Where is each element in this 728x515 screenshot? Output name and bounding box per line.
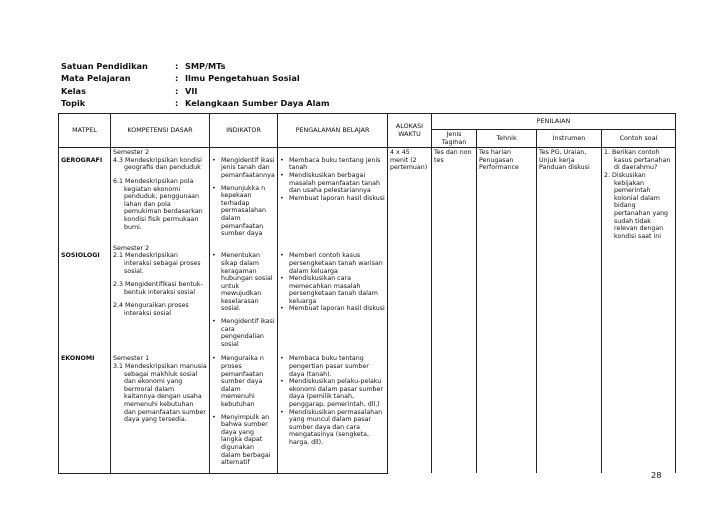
header-colon: :	[175, 85, 179, 96]
header-colon: :	[175, 97, 179, 108]
pengalaman-item: • Memberi contoh kasus persengketaan tanah warisan dalam keluarga	[280, 252, 385, 275]
indikator-item: • Menguraika n proses pemanfaatan sumber daya dalam memenuhi kebutuhan	[212, 355, 275, 408]
cell-contoh	[602, 148, 676, 474]
pengalaman-item: • Membaca buku tentang pengertian pasar sumber daya (tanah).	[280, 355, 385, 378]
cell-mapel	[59, 354, 111, 473]
semester-label: Semester 1	[113, 355, 150, 363]
cell-pengalaman	[278, 148, 388, 244]
indikator-item: • Menentukan sikap dalam keragaman hubungan sosial untuk mewujudkan keselarasan sosial.	[212, 252, 275, 313]
col-header-contoh: Contoh soal	[602, 130, 676, 148]
contoh-num: 1.	[604, 149, 611, 157]
semester-label: Semester 2	[113, 244, 150, 252]
indikator-item: • Menunjukka n kepekaan terhadap permasalahan dalam pemanfaatan sumber daya	[212, 185, 275, 238]
col-header-kd: KOMPETENSI DASAR	[111, 114, 210, 148]
page-number: 28	[651, 470, 662, 480]
header-value: Ilmu Pengetahuan Sosial	[185, 73, 300, 84]
col-header-teknik: Tehnik	[477, 130, 537, 148]
cell-kd	[111, 354, 210, 473]
pengalaman-item: • Mendiskusikan cara memecahkan masalah persengketaan tanah dalam keluarga	[280, 275, 385, 305]
col-header-mapel: MATPEL	[59, 114, 111, 148]
contoh-item	[604, 172, 673, 240]
contoh-num: 2.	[604, 171, 611, 179]
contoh-text: Berikan contoh kasus pertanahan di daerahmu?	[612, 149, 671, 172]
contoh-text: Diskusikan kebijakan pemerintah kolonial dalam bidang pertanahan yang sudah tidak relevan dengan kondisi saat ini	[612, 171, 669, 240]
header-value: VII	[185, 85, 198, 96]
cell-indikator	[210, 244, 278, 355]
kd-item: 4.3 Mendeskripsikan kondisi geografis dan penduduk	[113, 156, 202, 172]
header-label: Satuan Pendidikan	[61, 61, 148, 71]
kd-item: 2.4 Menguraikan proses interaksi sosial	[113, 302, 189, 317]
cell-instrumen: Tes PG, Uraian, Unjuk kerja Panduan diskusi	[537, 148, 602, 474]
syllabus-table	[58, 113, 676, 474]
mapel-name: EKONOMI	[61, 355, 95, 363]
pengalaman-item: • Mendiskusikan berbagai masalah pemanfaatan tanah dan usaha pelestariannya	[280, 172, 385, 195]
header-colon: :	[175, 73, 179, 84]
col-header-instrumen: Instrumen	[537, 130, 602, 148]
pengalaman-item: • Membaca buku tentang jenis tanah	[280, 157, 385, 172]
table-row	[59, 148, 676, 244]
cell-alokasi: 4 x 45 menit (2 pertemuan)	[388, 148, 432, 474]
header-label: Kelas	[61, 85, 86, 96]
cell-pengalaman	[278, 244, 388, 355]
header-value: SMP/MTs	[185, 61, 226, 71]
col-header-jenis: Jenis Tagihan	[432, 130, 477, 148]
mapel-name: GEROGRAFI	[61, 156, 103, 164]
col-header-pengalaman: PENGALAMAN BELAJAR	[278, 114, 388, 148]
semester-label: Semester 2	[113, 149, 150, 157]
col-header-indikator: INDIKATOR	[210, 114, 278, 148]
cell-mapel	[59, 148, 111, 244]
col-header-alokasi: ALOKASI WAKTU	[388, 114, 432, 148]
cell-indikator	[210, 354, 278, 473]
header-colon: :	[175, 61, 179, 71]
indikator-item: • Mengidentif ikasi cara pengendalian sosial	[212, 318, 275, 348]
kd-item: 6.1 Mendeskripsikan pola kegiatan ekonomi penduduk, penggunaan lahan dan pola pemukiman berdasarkan kondisi fisik permukaan bumi.	[113, 177, 203, 231]
cell-pengalaman	[278, 354, 388, 473]
cell-mapel	[59, 244, 111, 355]
header-value: Kelangkaan Sumber Daya Alam	[185, 97, 330, 108]
mapel-name: SOSIOLOGI	[61, 252, 100, 260]
kd-item: 2.1 Mendeskripsikan interaksi sebagai proses sosial.	[113, 252, 201, 275]
contoh-item	[604, 149, 673, 172]
cell-kd	[111, 148, 210, 244]
pengalaman-item: • Membuat laporan hasil diskusi	[280, 305, 385, 313]
cell-indikator	[210, 148, 278, 244]
header-label: Topik	[61, 97, 86, 108]
indikator-item: • Menyimpulk an bahwa sumber daya yang langka dapat digunakan dalam berbagai alternatif	[212, 414, 275, 467]
cell-teknik: Tes harian Penugasan Performance	[477, 148, 537, 474]
header-label: Mata Pelajaran	[61, 73, 131, 84]
cell-kd	[111, 244, 210, 355]
pengalaman-item: • Membuat laporan hasil diskusi	[280, 195, 385, 203]
cell-jenis: Tes dan non tes	[432, 148, 477, 474]
pengalaman-item: • Mendiskusikan pelaku-pelaku ekonomi dalam pasar sumber daya (pemilik tanah, penggarap, pemerintah, dll.)	[280, 378, 385, 408]
kd-item: 3.1 Mendeskripsikan manusia sebagai makhluk sosial dan ekonomi yang bermoral dalam kaitannya dengan usaha memenuhi kebutuhan dan pemanfaatan sumber daya yang tersedia.	[113, 363, 207, 424]
kd-item: 2.3 Mengidentifikasi bentuk-bentuk interaksi sosial	[113, 281, 203, 296]
col-header-penilaian: PENILAIAN	[432, 114, 676, 130]
indikator-item: • Mengidentif ikasi jenis tanah dan pemanfaatannya	[212, 157, 275, 180]
pengalaman-item: • Mendiskusikan permasalahan yang muncul dalam pasar sumber daya dan cara mengatasinya (sengketa, harga, dll).	[280, 409, 385, 447]
